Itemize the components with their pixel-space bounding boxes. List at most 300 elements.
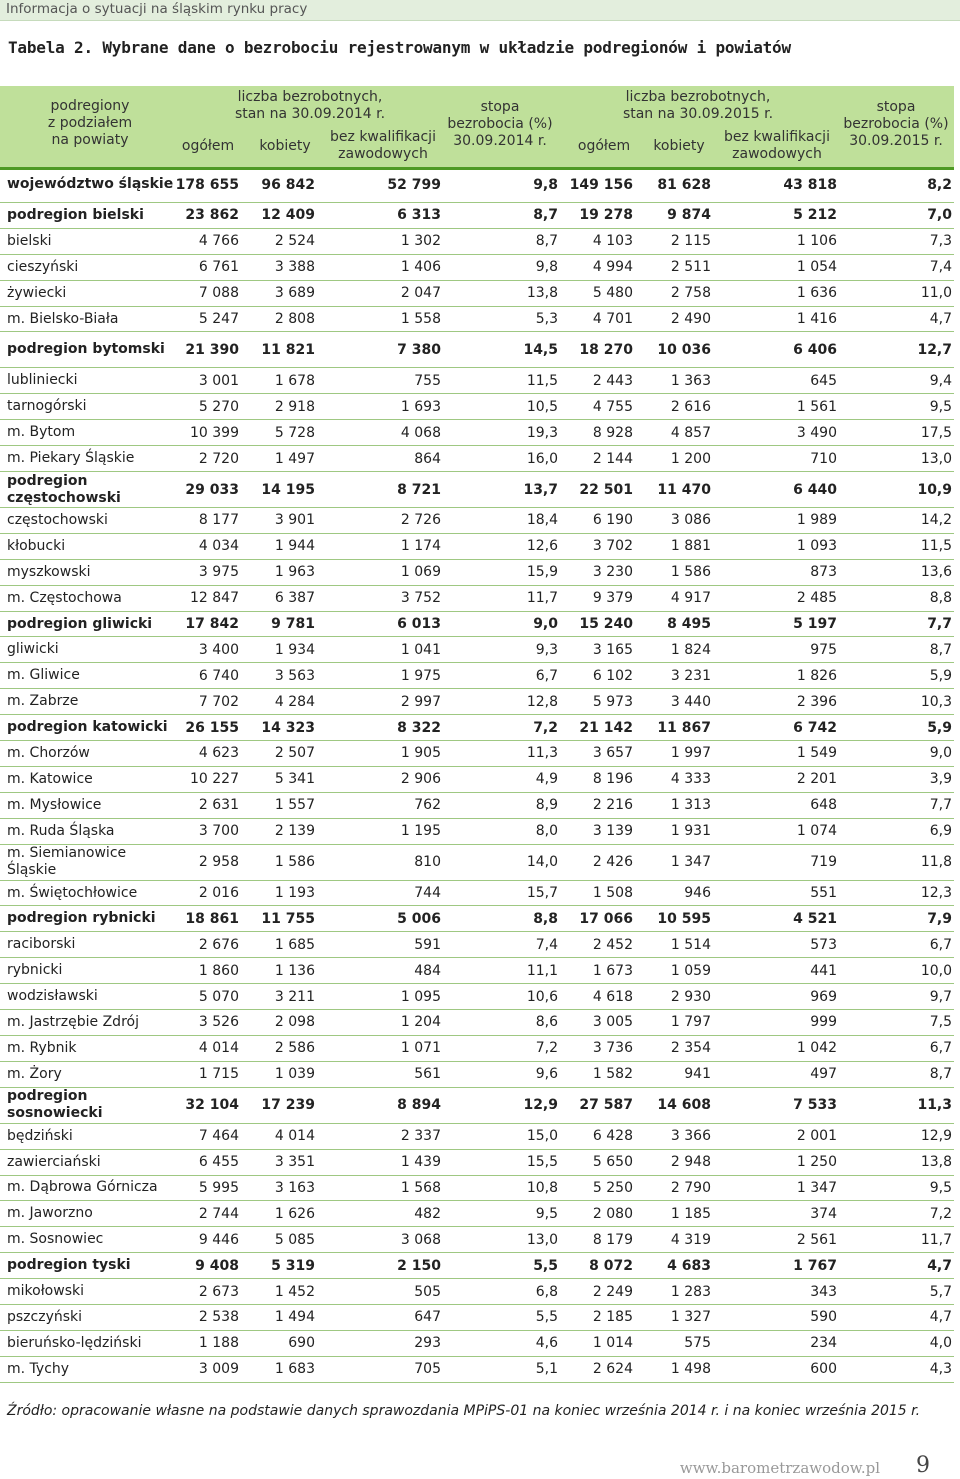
row-value: 3 975	[198, 564, 239, 581]
row-value: 1 174	[400, 538, 441, 555]
row-value: 1 185	[670, 1205, 711, 1222]
row-value: 2 047	[400, 285, 441, 302]
row-value: 1 136	[274, 962, 315, 979]
table-row	[0, 1062, 954, 1088]
row-value: 8,7	[535, 233, 558, 250]
row-value: 343	[810, 1283, 837, 1300]
row-value: 2 144	[592, 450, 633, 467]
table-row	[0, 255, 954, 281]
row-value: 13,7	[523, 481, 558, 498]
table-row	[0, 767, 954, 793]
row-value: 744	[414, 885, 441, 902]
row-value: 3 563	[274, 667, 315, 684]
row-value: 18 861	[185, 910, 239, 927]
table-row	[0, 1279, 954, 1305]
table-row	[0, 1357, 954, 1383]
row-value: 969	[810, 988, 837, 1005]
row-label: częstochowski	[7, 511, 108, 528]
table-row	[0, 1150, 954, 1176]
table-header	[0, 86, 954, 170]
row-value: 645	[810, 372, 837, 389]
row-value: 3,9	[929, 771, 952, 788]
row-value: 8 495	[667, 616, 711, 633]
row-value: 2 720	[198, 450, 239, 467]
row-value: 2 485	[796, 590, 837, 607]
row-value: 7,2	[535, 1040, 558, 1057]
row-value: 1 715	[198, 1066, 239, 1083]
row-value: 3 700	[198, 823, 239, 840]
row-value: 2 080	[592, 1205, 633, 1222]
row-label: rybnicki	[7, 962, 63, 979]
row-value: 14,0	[526, 854, 558, 871]
row-value: 2 185	[592, 1309, 633, 1326]
row-value: 3 231	[670, 667, 711, 684]
row-value: 2 726	[400, 512, 441, 529]
row-value: 17,5	[920, 424, 952, 441]
row-value: 12,9	[920, 1128, 952, 1145]
row-label: m. Katowice	[7, 770, 93, 787]
row-value: 17 239	[261, 1097, 315, 1114]
row-value: 21 390	[185, 341, 239, 358]
row-value: 18 270	[579, 341, 633, 358]
row-value: 1 106	[796, 233, 837, 250]
row-value: 4,6	[535, 1335, 558, 1352]
table-row	[0, 1305, 954, 1331]
row-value: 2 354	[670, 1040, 711, 1057]
table-row	[0, 560, 954, 586]
row-value: 999	[810, 1014, 837, 1031]
row-value: 1 250	[796, 1154, 837, 1171]
row-value: 1 074	[796, 823, 837, 840]
row-value: 1 514	[670, 936, 711, 953]
row-value: 7,0	[927, 207, 952, 224]
row-value: 3 001	[198, 372, 239, 389]
row-value: 9,5	[929, 1179, 952, 1196]
row-value: 1 586	[670, 564, 711, 581]
table-row	[0, 1201, 954, 1227]
row-value: 12,6	[526, 538, 558, 555]
row-value: 6,9	[929, 823, 952, 840]
row-value: 4 068	[400, 424, 441, 441]
row-value: 1 683	[274, 1361, 315, 1378]
row-value: 1 963	[274, 564, 315, 581]
row-value: 1 054	[796, 259, 837, 276]
row-value: 941	[684, 1066, 711, 1083]
row-value: 9,5	[535, 1205, 558, 1222]
row-value: 5 319	[271, 1257, 315, 1274]
row-label: m. Gliwice	[7, 667, 80, 684]
row-value: 551	[810, 885, 837, 902]
row-value: 3 526	[198, 1014, 239, 1031]
row-label: m. Mysłowice	[7, 796, 102, 813]
row-value: 1 997	[670, 745, 711, 762]
row-value: 1 071	[400, 1040, 441, 1057]
row-value: 8,6	[535, 1014, 558, 1031]
row-value: 8,8	[533, 910, 558, 927]
row-value: 9 408	[195, 1257, 239, 1274]
row-label: bieruńsko-lędziński	[7, 1334, 142, 1351]
row-value: 1 188	[198, 1335, 239, 1352]
row-value: 7,3	[929, 233, 952, 250]
table-row	[0, 229, 954, 255]
row-value: 26 155	[185, 719, 239, 736]
row-value: 6 428	[592, 1128, 633, 1145]
table-body	[0, 167, 954, 1383]
row-value: 3 005	[592, 1014, 633, 1031]
row-value: 4 103	[592, 233, 633, 250]
source-note: Źródło: opracowanie własne na podstawie danych sprawozdania MPiPS-01 na koniec września 2014 r. i na koniec września 2015 r.	[7, 1403, 921, 1419]
row-label: pszczyński	[7, 1308, 83, 1325]
row-value: 7 088	[198, 285, 239, 302]
row-value: 96 842	[261, 176, 315, 193]
table-row	[0, 368, 954, 394]
row-value: 1 416	[796, 311, 837, 327]
row-value: 4,7	[927, 1257, 952, 1274]
row-value: 5,3	[535, 311, 558, 327]
row-value: 8,9	[535, 797, 558, 814]
row-value: 2 396	[796, 693, 837, 710]
row-value: 590	[810, 1309, 837, 1326]
row-value: 6 742	[793, 719, 837, 736]
row-value: 6 102	[592, 667, 633, 684]
row-value: 591	[414, 936, 441, 953]
website-link[interactable]: www.barometrzawodow.pl	[679, 1459, 880, 1477]
row-value: 6 455	[198, 1154, 239, 1171]
row-label: podregion tyski	[7, 1257, 131, 1274]
table-row	[0, 741, 954, 767]
row-value: 1 406	[400, 259, 441, 276]
row-value: 1 975	[400, 667, 441, 684]
row-value: 10 399	[190, 424, 239, 441]
row-label: m. Piekary Śląskie	[7, 450, 135, 467]
row-value: 561	[414, 1066, 441, 1083]
row-value: 8,0	[535, 823, 558, 840]
header-group-2015: liczba bezrobotnych, stan na 30.09.2015 r.	[622, 89, 774, 122]
row-value: 1 059	[670, 962, 711, 979]
row-value: 1 934	[274, 641, 315, 658]
row-value: 52 799	[387, 176, 441, 193]
row-value: 5 197	[793, 616, 837, 633]
row-value: 1 283	[670, 1283, 711, 1300]
row-value: 234	[810, 1335, 837, 1352]
row-value: 6 406	[793, 341, 837, 358]
row-value: 9 446	[198, 1231, 239, 1248]
row-value: 946	[684, 885, 711, 902]
row-value: 2 426	[592, 854, 633, 871]
row-value: 6 013	[397, 616, 441, 633]
row-label: tarnogórski	[7, 398, 87, 415]
row-value: 3 388	[274, 259, 315, 276]
row-value: 1 042	[796, 1040, 837, 1057]
table-row	[0, 881, 954, 907]
row-value: 2 758	[670, 285, 711, 302]
row-value: 575	[684, 1335, 711, 1352]
row-label: m. Bielsko-Biała	[7, 310, 119, 327]
row-value: 3 139	[592, 823, 633, 840]
row-value: 1 905	[400, 745, 441, 762]
row-value: 600	[810, 1361, 837, 1378]
row-value: 43 818	[783, 176, 837, 193]
row-value: 2 997	[400, 693, 441, 710]
row-value: 2 586	[274, 1040, 315, 1057]
row-value: 19 278	[579, 207, 633, 224]
row-value: 6,8	[535, 1283, 558, 1300]
row-value: 8 721	[397, 481, 441, 498]
row-value: 5 650	[592, 1154, 633, 1171]
row-value: 2 216	[592, 797, 633, 814]
row-value: 22 501	[579, 481, 633, 498]
row-value: 1 931	[670, 823, 711, 840]
row-label: m. Siemianowice Śląskie	[7, 845, 127, 879]
row-value: 9,6	[535, 1066, 558, 1083]
row-value: 3 163	[274, 1179, 315, 1196]
row-label: m. Świętochłowice	[7, 884, 138, 901]
table-row	[0, 508, 954, 534]
row-value: 12,9	[523, 1097, 558, 1114]
row-value: 647	[414, 1309, 441, 1326]
row-value: 4 618	[592, 988, 633, 1005]
row-value: 11,5	[526, 372, 558, 389]
row-value: 864	[414, 450, 441, 467]
row-value: 7,2	[929, 1205, 952, 1222]
row-value: 1 586	[274, 854, 315, 871]
row-label: bielski	[7, 232, 52, 249]
header-noqual-2014: bez kwalifikacji zawodowych	[330, 129, 436, 162]
row-value: 17 066	[579, 910, 633, 927]
row-value: 5 070	[198, 988, 239, 1005]
row-value: 12,3	[920, 885, 952, 902]
row-value: 14 323	[261, 719, 315, 736]
row-value: 5 480	[592, 285, 633, 302]
row-value: 3 351	[274, 1154, 315, 1171]
row-value: 7,4	[535, 936, 558, 953]
row-value: 21 142	[579, 719, 633, 736]
row-label: kłobucki	[7, 537, 66, 554]
table-row	[0, 906, 954, 932]
row-value: 2 511	[670, 259, 711, 276]
row-value: 6 740	[198, 667, 239, 684]
row-value: 3 086	[670, 512, 711, 529]
row-value: 1 549	[796, 745, 837, 762]
row-value: 8 196	[592, 771, 633, 788]
row-value: 11 867	[657, 719, 711, 736]
row-value: 8,2	[927, 176, 952, 193]
row-value: 2 139	[274, 823, 315, 840]
row-value: 12,8	[526, 693, 558, 710]
row-value: 975	[810, 641, 837, 658]
row-value: 1 989	[796, 512, 837, 529]
row-value: 3 366	[670, 1128, 711, 1145]
row-value: 710	[810, 450, 837, 467]
table-row	[0, 420, 954, 446]
row-value: 1 093	[796, 538, 837, 555]
row-value: 1 494	[274, 1309, 315, 1326]
row-value: 1 204	[400, 1014, 441, 1031]
row-value: 8 072	[589, 1257, 633, 1274]
row-value: 6 190	[592, 512, 633, 529]
row-value: 7 380	[397, 341, 441, 358]
row-label: podregion bielski	[7, 206, 144, 223]
row-value: 705	[414, 1361, 441, 1378]
row-value: 1 557	[274, 797, 315, 814]
table-row	[0, 167, 954, 203]
row-value: 5,5	[533, 1257, 558, 1274]
row-value: 1 561	[796, 398, 837, 415]
row-value: 2 673	[198, 1283, 239, 1300]
row-value: 4 333	[670, 771, 711, 788]
row-value: 374	[810, 1205, 837, 1222]
row-value: 5 270	[198, 398, 239, 415]
row-value: 3 901	[274, 512, 315, 529]
row-value: 10,9	[917, 481, 952, 498]
row-value: 149 156	[569, 176, 633, 193]
row-value: 497	[810, 1066, 837, 1083]
row-value: 5,7	[929, 1283, 952, 1300]
row-value: 2 507	[274, 745, 315, 762]
row-value: 12,7	[917, 341, 952, 358]
row-value: 12 847	[190, 590, 239, 607]
row-value: 3 736	[592, 1040, 633, 1057]
row-label: podregion gliwicki	[7, 615, 153, 632]
row-value: 10,3	[920, 693, 952, 710]
row-value: 1 826	[796, 667, 837, 684]
page-number: 9	[916, 1453, 930, 1478]
row-value: 2 616	[670, 398, 711, 415]
row-value: 7,7	[927, 616, 952, 633]
row-value: 11 755	[261, 910, 315, 927]
row-value: 23 862	[185, 207, 239, 224]
row-value: 6 387	[274, 590, 315, 607]
row-value: 6 440	[793, 481, 837, 498]
row-value: 15,0	[526, 1128, 558, 1145]
table-row	[0, 203, 954, 229]
running-header	[0, 0, 960, 21]
row-label: wodzisławski	[7, 988, 98, 1005]
row-value: 1 797	[670, 1014, 711, 1031]
row-label: podregion bytomski	[7, 341, 165, 358]
row-value: 755	[414, 372, 441, 389]
table-row	[0, 446, 954, 472]
row-value: 1 347	[796, 1179, 837, 1196]
row-label: m. Rybnik	[7, 1039, 77, 1056]
row-value: 6 313	[397, 207, 441, 224]
table-row	[0, 793, 954, 819]
row-value: 8,7	[929, 1066, 952, 1083]
row-label: podregion katowicki	[7, 719, 168, 736]
header-noqual-2015: bez kwalifikacji zawodowych	[724, 129, 830, 162]
row-value: 2 930	[670, 988, 711, 1005]
table-row	[0, 663, 954, 689]
row-value: 3 009	[198, 1361, 239, 1378]
table-title: Tabela 2. Wybrane dane o bezrobociu rejestrowanym w układzie podregionów i powiatów	[8, 38, 791, 57]
row-label: będziński	[7, 1127, 73, 1144]
row-label: zawierciański	[7, 1153, 101, 1170]
table-row	[0, 394, 954, 420]
row-value: 4,9	[535, 771, 558, 788]
row-label: żywiecki	[7, 284, 67, 301]
row-value: 1 095	[400, 988, 441, 1005]
row-value: 5,1	[535, 1361, 558, 1378]
row-label: gliwicki	[7, 641, 59, 658]
row-value: 293	[414, 1335, 441, 1352]
row-value: 2 443	[592, 372, 633, 389]
row-value: 2 201	[796, 771, 837, 788]
header-rate-2015: stopa bezrobocia (%) 30.09.2015 r.	[843, 99, 949, 149]
header-rate-2014: stopa bezrobocia (%) 30.09.2014 r.	[447, 99, 553, 149]
row-value: 1 582	[592, 1066, 633, 1083]
row-value: 1 498	[670, 1361, 711, 1378]
row-label: m. Sosnowiec	[7, 1231, 104, 1248]
row-value: 3 211	[274, 988, 315, 1005]
row-value: 10,8	[526, 1179, 558, 1196]
row-value: 690	[288, 1335, 315, 1352]
row-value: 14 195	[261, 481, 315, 498]
row-value: 8 177	[198, 512, 239, 529]
row-value: 10 227	[190, 771, 239, 788]
row-value: 2 538	[198, 1309, 239, 1326]
row-value: 1 881	[670, 538, 711, 555]
row-value: 441	[810, 962, 837, 979]
row-value: 4 319	[670, 1231, 711, 1248]
row-value: 15,5	[526, 1154, 558, 1171]
table-row	[0, 1227, 954, 1253]
row-label: m. Tychy	[7, 1360, 70, 1377]
row-value: 8 894	[397, 1097, 441, 1114]
row-value: 1 568	[400, 1179, 441, 1196]
table-row	[0, 281, 954, 307]
header-group-2014: liczba bezrobotnych, stan na 30.09.2014 r.	[234, 89, 386, 122]
row-label: raciborski	[7, 936, 76, 953]
row-value: 2 808	[274, 311, 315, 327]
row-value: 2 948	[670, 1154, 711, 1171]
table-row	[0, 932, 954, 958]
table-row	[0, 845, 954, 881]
row-value: 9 379	[592, 590, 633, 607]
row-label: lubliniecki	[7, 372, 78, 389]
table-row	[0, 958, 954, 984]
row-value: 32 104	[185, 1097, 239, 1114]
row-value: 3 400	[198, 641, 239, 658]
row-value: 482	[414, 1205, 441, 1222]
row-value: 5 973	[592, 693, 633, 710]
row-value: 1 693	[400, 398, 441, 415]
row-label: podregion rybnicki	[7, 910, 156, 927]
table-row	[0, 715, 954, 741]
row-value: 873	[810, 564, 837, 581]
row-value: 29 033	[185, 481, 239, 498]
header-women-2015: kobiety	[653, 138, 705, 154]
row-value: 11,1	[526, 962, 558, 979]
row-value: 1 558	[400, 311, 441, 327]
row-value: 5 006	[397, 910, 441, 927]
row-value: 9 781	[271, 616, 315, 633]
row-value: 9,3	[535, 641, 558, 658]
row-value: 1 824	[670, 641, 711, 658]
row-value: 2 790	[670, 1179, 711, 1196]
row-value: 1 193	[274, 885, 315, 902]
row-label: m. Żory	[7, 1065, 62, 1082]
row-value: 5,5	[535, 1309, 558, 1326]
row-label: m. Częstochowa	[7, 589, 122, 606]
row-value: 648	[810, 797, 837, 814]
row-value: 9,4	[929, 372, 952, 389]
row-label: m. Chorzów	[7, 744, 90, 761]
row-value: 2 958	[198, 854, 239, 871]
table-row	[0, 1088, 954, 1124]
row-value: 9,0	[929, 745, 952, 762]
table-row	[0, 1331, 954, 1357]
row-label: m. Bytom	[7, 424, 76, 441]
